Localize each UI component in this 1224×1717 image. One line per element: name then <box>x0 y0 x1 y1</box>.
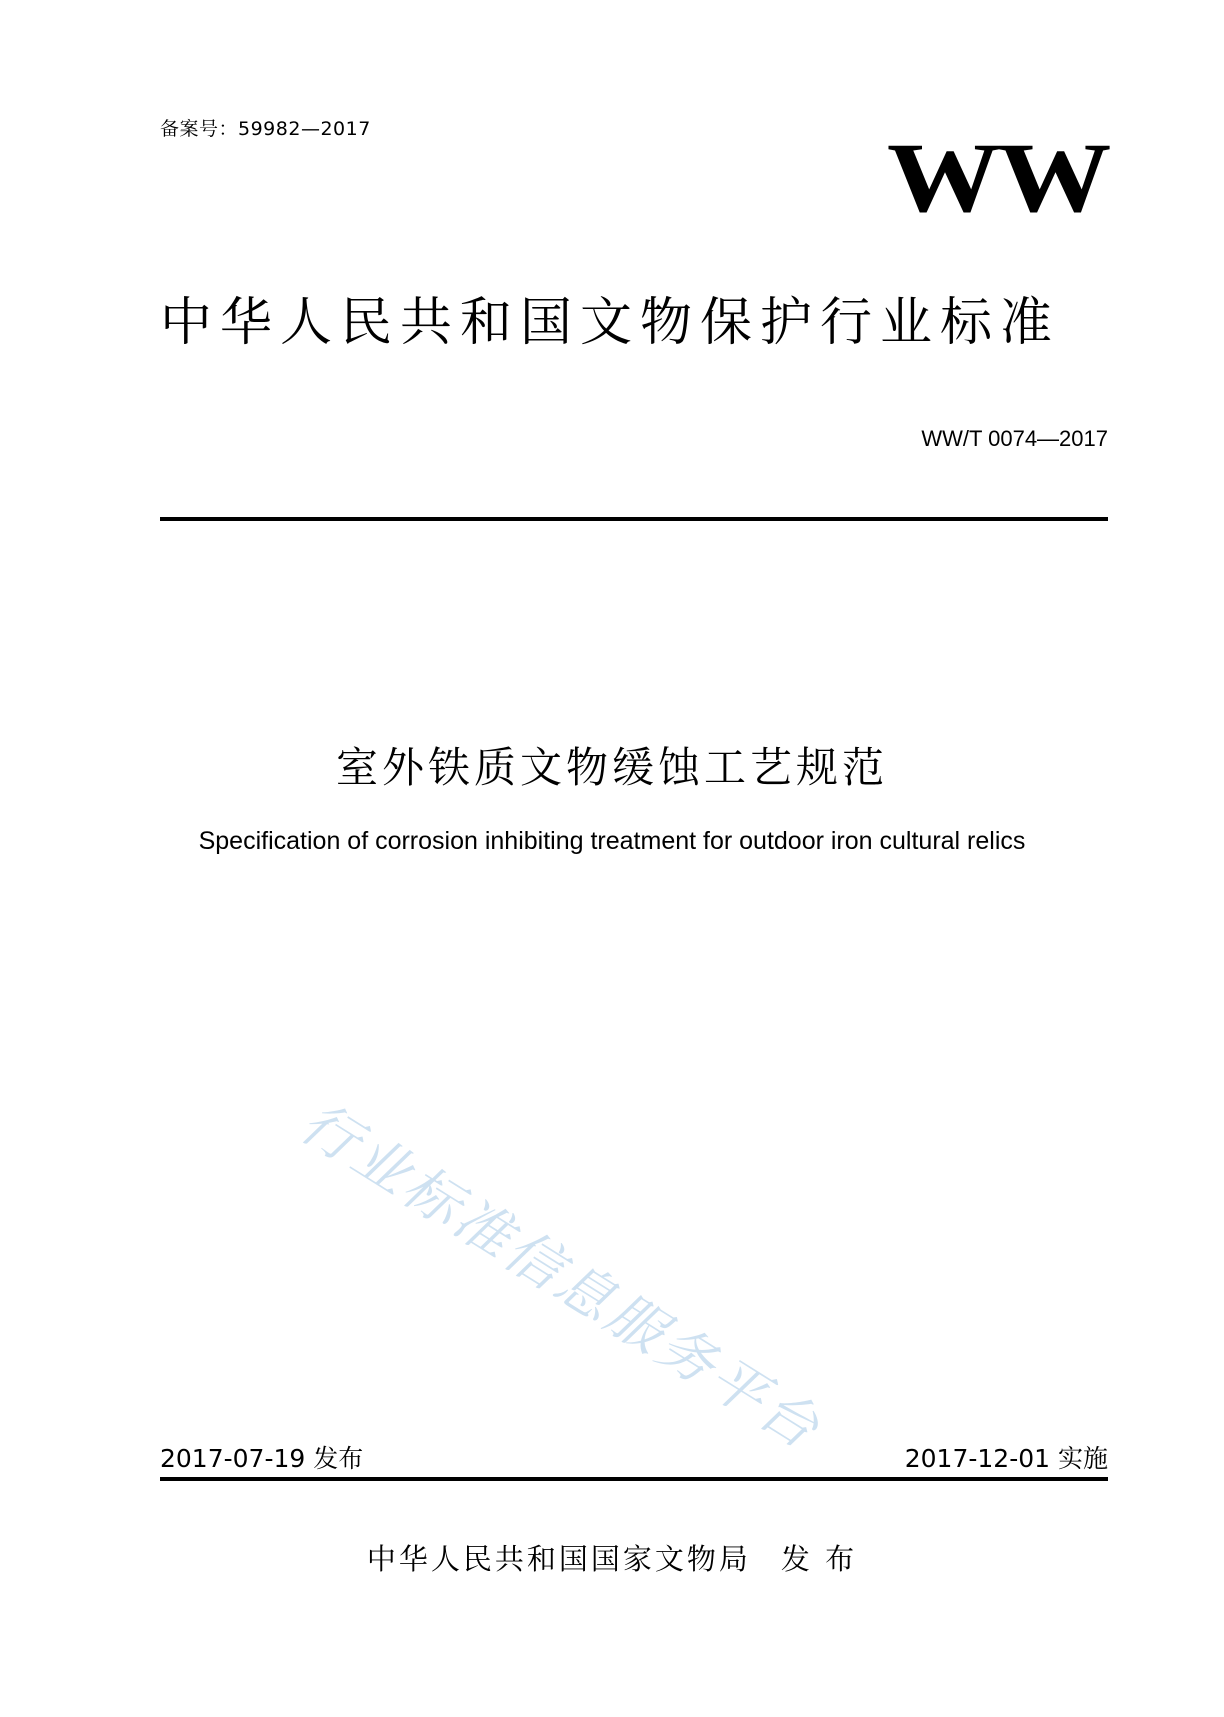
watermark: 行业标准信息服务平台 <box>289 1090 833 1464</box>
bottom-divider <box>160 1477 1108 1481</box>
publisher-line <box>0 1537 1224 1578</box>
publisher-action: 发 布 <box>780 1542 858 1576</box>
top-divider <box>160 517 1108 521</box>
implementation-date: 2017-12-01 实施 <box>904 1444 1108 1473</box>
ww-logo: WW <box>886 122 1108 233</box>
document-title-english: Specification of corrosion inhibiting treatment for outdoor iron cultural relics <box>198 827 1026 855</box>
issue-date: 2017-07-19 发布 <box>160 1444 364 1473</box>
org-title: 中华人民共和国文物保护行业标准 <box>160 293 1061 353</box>
document-title-chinese: 室外铁质文物缓蚀工艺规范 <box>335 743 888 792</box>
record-number: 备案号：59982—2017 <box>160 118 371 140</box>
publisher-name: 中华人民共和国国家文物局 <box>366 1542 751 1576</box>
standard-code: WW/T 0074—2017 <box>921 426 1108 451</box>
